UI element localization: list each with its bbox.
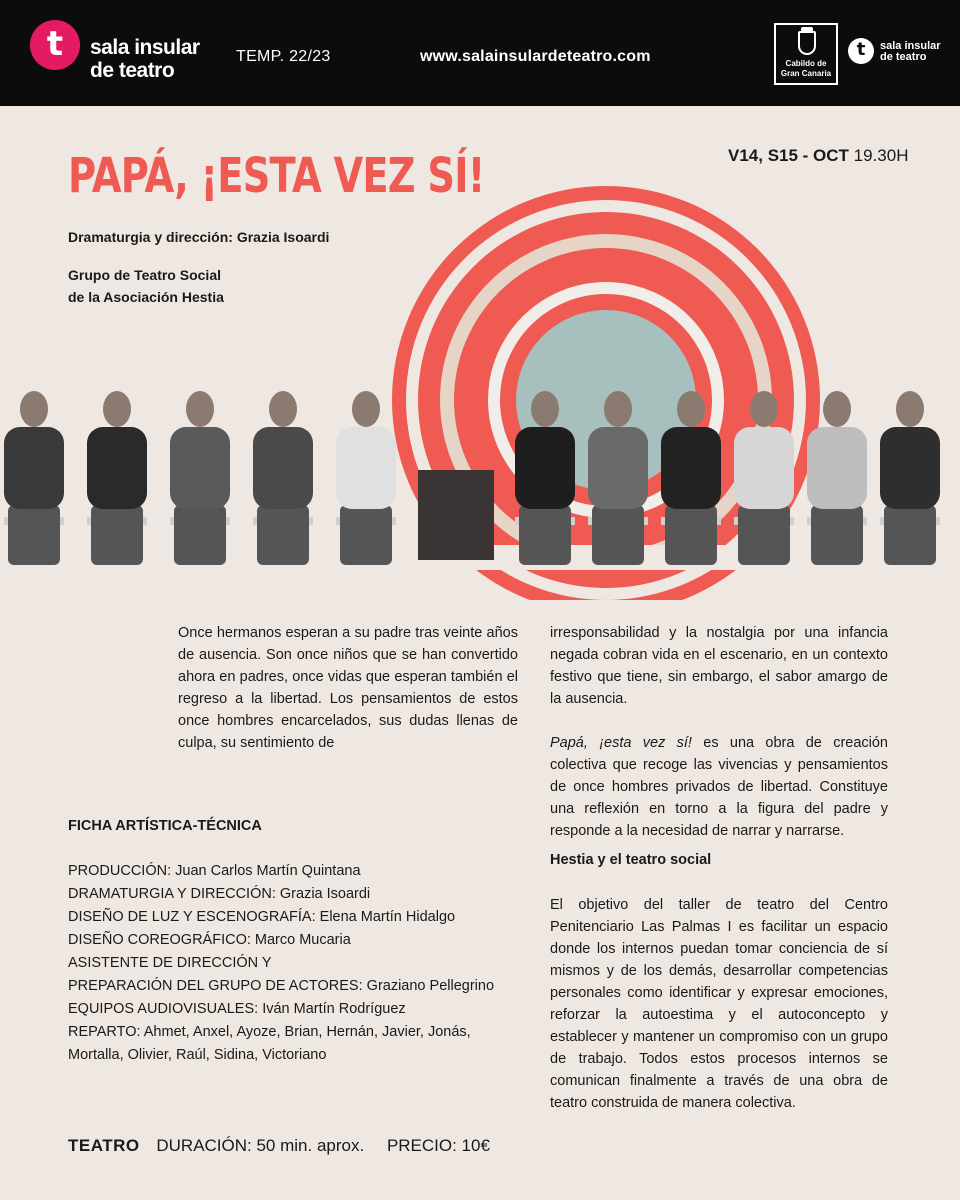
website-link[interactable]: www.salainsulardeteatro.com <box>420 48 651 65</box>
torso <box>170 427 230 509</box>
head <box>269 391 297 427</box>
legs <box>91 505 143 565</box>
ficha-line: EQUIPOS AUDIOVISUALES: Iván Martín Rodríguez <box>68 1001 406 1017</box>
cast-photo <box>0 385 960 570</box>
hestia-text: El objetivo del taller de teatro del Centro Penitenciario Las Palmas I es facilitar un espacio donde los internos puedan tomar conciencia de sí mismos y de los demás, desarrollar competencias personales como identificar y expresar emociones, reforzar la autoestima y el autoconcepto y establecer y mantener un compromiso con un grupo de trabajo. Todos estos procesos internos se comunican finalmente a través de una obra de teatro construida de manera colectiva. <box>550 897 888 1111</box>
cast-member <box>588 391 648 565</box>
legs <box>8 505 60 565</box>
show-title: PAPÁ, ¡ESTA VEZ SÍ! <box>68 148 485 204</box>
cast-member <box>734 391 794 565</box>
season-label: TEMP. 22/23 <box>236 48 331 65</box>
legs <box>519 505 571 565</box>
torso <box>661 427 721 509</box>
torso <box>515 427 575 509</box>
legs <box>884 505 936 565</box>
price-label: PRECIO: 10€ <box>386 1136 490 1155</box>
hestia-heading: Hestia y el teatro social <box>550 852 712 868</box>
legs <box>811 505 863 565</box>
torso <box>4 427 64 509</box>
show-dates: V14, S15 - OCT 19.30H <box>728 146 909 165</box>
theatre-group: Grupo de Teatro Social de la Asociación Hestia <box>68 267 224 305</box>
ficha-line: DISEÑO DE LUZ Y ESCENOGRAFÍA: Elena Martín Hidalgo <box>68 909 456 925</box>
head <box>823 391 851 427</box>
cast-member <box>807 391 867 565</box>
ficha-line: ASISTENTE DE DIRECCIÓN Y <box>68 955 272 971</box>
synopsis-col1: Once hermanos esperan a su padre tras veinte años de ausencia. Son once niños que se han convertido ahora en padres, once vidas que esperan también el regreso a la libertad. Los pensamientos de estos once hombres encarcelados, sus dudas llenas de culpa, su sentimiento de <box>178 625 518 751</box>
ficha-line: Mortalla, Olivier, Raúl, Sidina, Victoriano <box>68 1047 327 1063</box>
cast-member <box>880 391 940 565</box>
sala-logo-small: t <box>848 38 874 64</box>
table <box>418 470 494 560</box>
ficha-line: PRODUCCIÓN: Juan Carlos Martín Quintana <box>68 863 361 879</box>
head <box>604 391 632 427</box>
torso <box>807 427 867 509</box>
brand-name-small: sala insular de teatro <box>880 40 941 63</box>
cabildo-text: Cabildo de Gran Canaria <box>780 59 832 78</box>
legs <box>738 505 790 565</box>
cast-member <box>170 391 230 565</box>
torso <box>336 427 396 509</box>
head <box>103 391 131 427</box>
head <box>750 391 778 427</box>
ficha-list <box>68 860 518 1067</box>
logo-letter: t <box>46 24 64 64</box>
legs <box>592 505 644 565</box>
head <box>896 391 924 427</box>
ficha-line: DRAMATURGIA Y DIRECCIÓN: Grazia Isoardi <box>68 886 371 902</box>
torso <box>588 427 648 509</box>
head <box>20 391 48 427</box>
torso <box>880 427 940 509</box>
cast-member <box>515 391 575 565</box>
cast-member <box>661 391 721 565</box>
duration-label: DURACIÓN: 50 min. aprox. <box>156 1136 365 1155</box>
legs <box>257 505 309 565</box>
category-label: TEATRO <box>68 1136 140 1155</box>
synopsis-col2: irresponsabilidad y la nostalgia por una infancia negada cobran vida en el escenario, en un contexto festivo que tiene, sin embargo, el sabor amargo de la ausencia. Papá, ¡esta vez sí! es una obra de creación colectiva que recoge las vivencias y pensamientos de once hombres privados de libertad. Constituye una reflexión en torno a la figura del padre y responde a la necesidad de narrar y narrarse. <box>550 625 888 839</box>
footer-info <box>68 1136 508 1156</box>
ficha-line: DISEÑO COREOGRÁFICO: Marco Mucaria <box>68 932 351 948</box>
brand-name: sala insular de teatro <box>90 36 200 82</box>
ficha-line: PREPARACIÓN DEL GRUPO DE ACTORES: Graziano Pellegrino <box>68 978 495 994</box>
head <box>677 391 705 427</box>
head <box>352 391 380 427</box>
legs <box>340 505 392 565</box>
ficha-heading: FICHA ARTÍSTICA-TÉCNICA <box>68 818 262 834</box>
legs <box>174 505 226 565</box>
torso <box>734 427 794 509</box>
head <box>186 391 214 427</box>
torso <box>87 427 147 509</box>
cast-member <box>253 391 313 565</box>
torso <box>253 427 313 509</box>
ficha-line: REPARTO: Ahmet, Anxel, Ayoze, Brian, Hernán, Javier, Jonás, <box>68 1024 471 1040</box>
direction-credit: Dramaturgia y dirección: Grazia Isoardi <box>68 229 330 245</box>
cast-member <box>4 391 64 565</box>
head <box>531 391 559 427</box>
cast-member <box>87 391 147 565</box>
cast-member <box>336 391 396 565</box>
legs <box>665 505 717 565</box>
